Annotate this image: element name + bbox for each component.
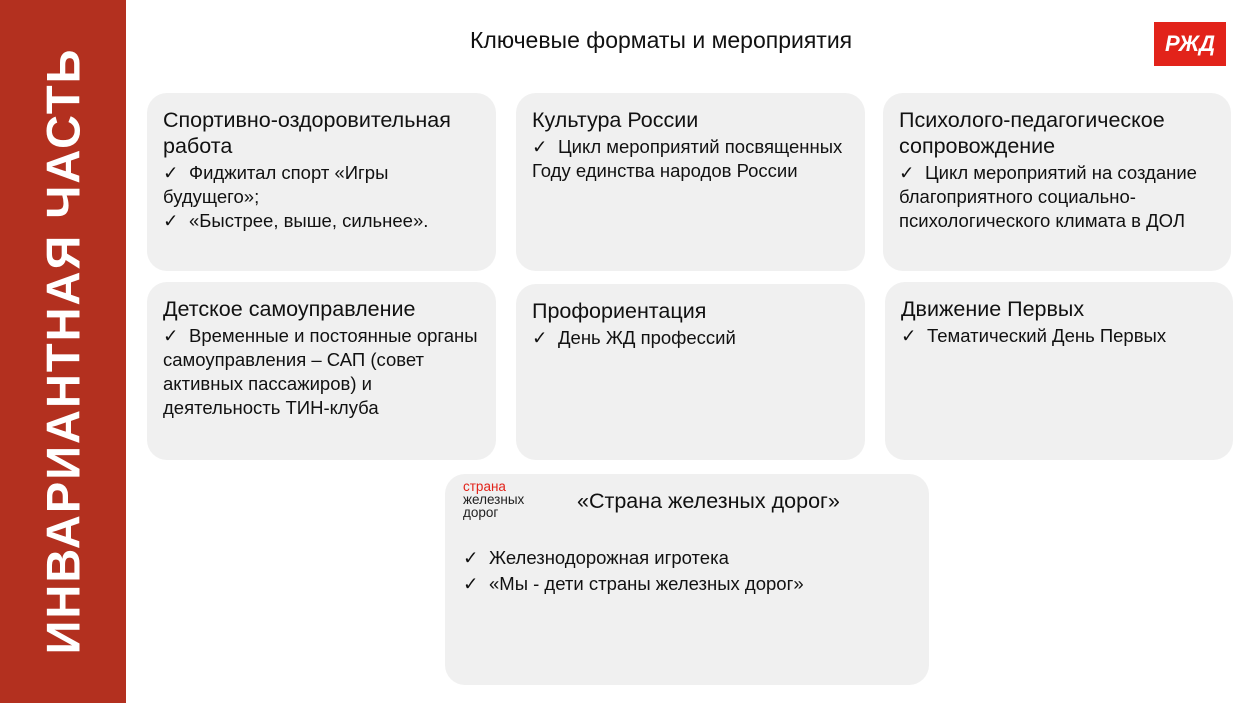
card-title: Профориентация [532, 299, 707, 323]
slide-title: Ключевые форматы и мероприятия [470, 27, 853, 53]
card-title: «Страна железных дорог» [577, 489, 840, 513]
card-list [163, 161, 480, 233]
check-icon: ✓ [163, 162, 179, 183]
card-title: Детское самоуправление [163, 297, 416, 321]
list-item [532, 326, 849, 350]
card-title: Психолого-педагогическое сопровождение [899, 108, 1165, 158]
list-item-text: Временные и постоянные органы самоуправления – САП (совет активных пассажиров) и деятельность ТИН-клуба [163, 325, 478, 418]
check-icon: ✓ [532, 136, 548, 157]
list-item [532, 135, 849, 183]
rzd-logo-text: РЖД [1164, 31, 1216, 56]
check-icon: ✓ [163, 325, 179, 346]
check-icon: ✓ [901, 325, 917, 346]
card-career-guidance [516, 284, 865, 460]
card-culture [516, 93, 865, 271]
check-icon: ✓ [463, 547, 479, 568]
list-item-text: Тематический День Первых [927, 325, 1167, 346]
list-item [463, 571, 804, 597]
card-list [901, 324, 1217, 348]
list-item [901, 324, 1217, 348]
card-sport [147, 93, 496, 271]
list-item [463, 545, 804, 571]
list-item-text: «Быстрее, выше, сильнее». [189, 210, 429, 231]
card-title: Культура России [532, 108, 699, 132]
list-item [163, 161, 480, 209]
card-psychology [883, 93, 1231, 271]
strana-zheleznykh-dorog-logo [463, 480, 524, 519]
logo-line: страна [463, 479, 506, 494]
check-icon: ✓ [532, 327, 548, 348]
card-list [463, 545, 804, 597]
list-item-text: День ЖД профессий [558, 327, 736, 348]
list-item [163, 324, 480, 420]
check-icon: ✓ [163, 210, 179, 231]
list-item-text: Фиджитал спорт «Игры будущего»; [163, 162, 389, 207]
card-list [163, 324, 480, 420]
list-item-text: Железнодорожная игротека [489, 547, 729, 568]
check-icon: ✓ [463, 573, 479, 594]
logo-line: дорог [463, 505, 499, 520]
sidebar-label: ИНВАРИАНТНАЯ ЧАСТЬ [36, 47, 90, 655]
card-self-government [147, 282, 496, 460]
list-item-text: Цикл мероприятий на создание благоприятного социально-психологического климата в ДОЛ [899, 162, 1197, 231]
list-item-text: «Мы - дети страны железных дорог» [489, 573, 804, 594]
list-item-text: Цикл мероприятий посвященных Году единства народов России [532, 136, 843, 181]
logo-line: железных [463, 492, 525, 507]
card-list [532, 326, 849, 350]
list-item [163, 209, 480, 233]
rzd-logo [1154, 22, 1226, 66]
list-item [899, 161, 1215, 233]
card-list [899, 161, 1215, 233]
card-title: Движение Первых [901, 297, 1085, 321]
card-list [532, 135, 849, 183]
check-icon: ✓ [899, 162, 915, 183]
sidebar [0, 0, 126, 703]
card-title: Спортивно-оздоровительная работа [163, 108, 451, 158]
card-movement-first [885, 282, 1233, 460]
